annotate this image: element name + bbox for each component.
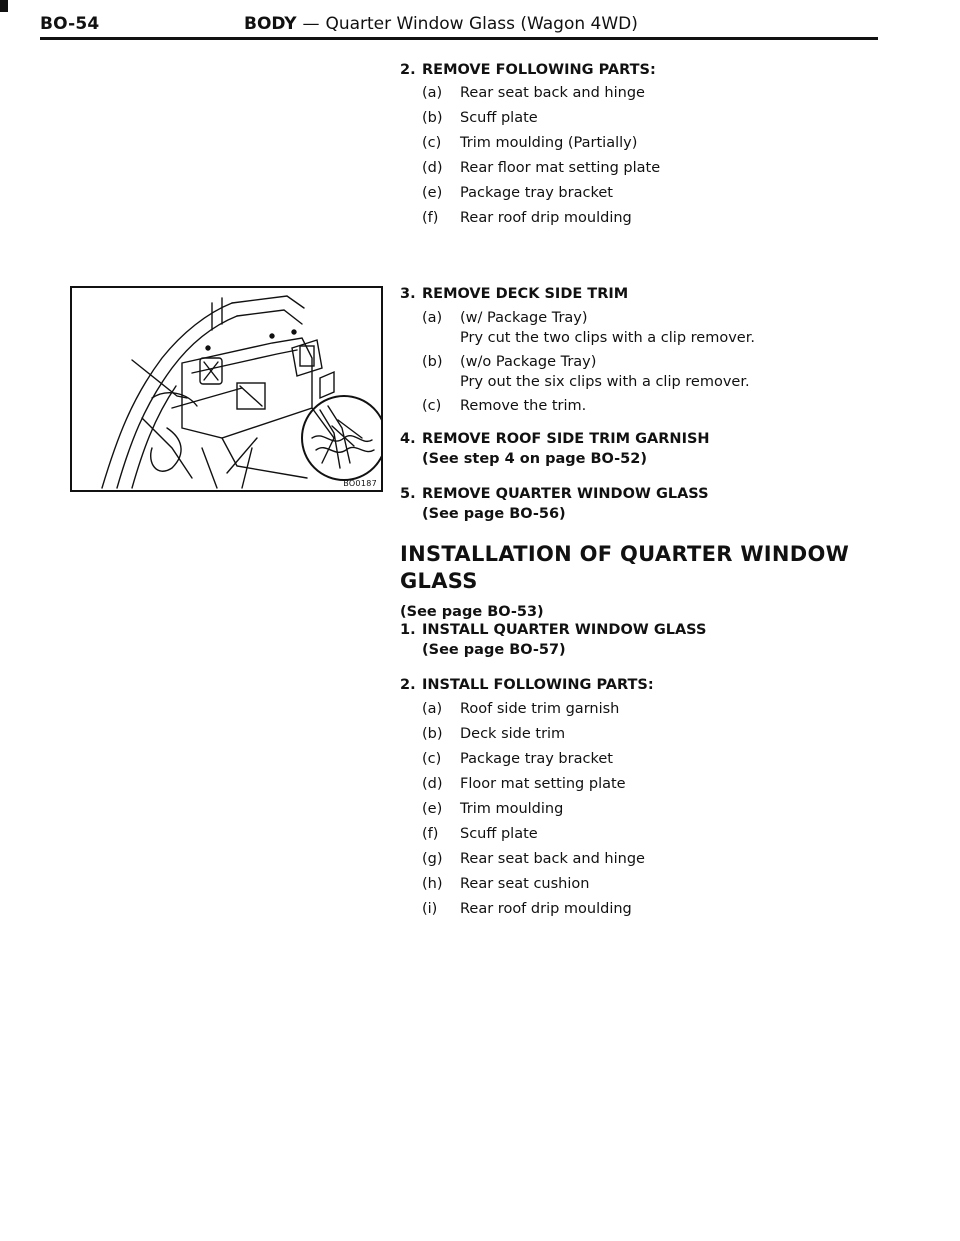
step-number: 2. — [400, 62, 416, 78]
corner-registration-mark — [0, 0, 8, 12]
page-reference: (See step 4 on page BO-52) — [422, 451, 647, 467]
page-reference: (See page BO-56) — [422, 506, 566, 522]
step-number: 2. — [400, 677, 416, 693]
page-number: BO-54 — [40, 14, 100, 34]
header-subtitle: Quarter Window Glass (Wagon 4WD) — [325, 14, 638, 34]
header-rule — [40, 37, 878, 40]
step-title: INSTALL FOLLOWING PARTS: — [422, 677, 654, 693]
header-dash: — — [302, 14, 320, 34]
step-title: REMOVE FOLLOWING PARTS: — [422, 62, 656, 78]
page-reference: (See page BO-57) — [422, 642, 566, 658]
step-number: 5. — [400, 486, 416, 502]
step-title: REMOVE DECK SIDE TRIM — [422, 286, 629, 302]
step-number: 1. — [400, 622, 416, 638]
step-title: REMOVE ROOF SIDE TRIM GARNISH — [422, 431, 710, 447]
illustration-drawing — [72, 288, 381, 490]
header-section: BODY — [244, 14, 297, 34]
step-number: 4. — [400, 431, 416, 447]
step-number: 3. — [400, 286, 416, 302]
figure-code: BO0187 — [343, 479, 377, 488]
installation-reference: (See page BO-53) — [400, 604, 544, 620]
installation-heading: INSTALLATION OF QUARTER WINDOW GLASS — [400, 542, 850, 593]
step-title: INSTALL QUARTER WINDOW GLASS — [422, 622, 707, 638]
deck-side-trim-illustration — [70, 286, 383, 492]
step-title: REMOVE QUARTER WINDOW GLASS — [422, 486, 709, 502]
page-header-title — [244, 14, 638, 34]
